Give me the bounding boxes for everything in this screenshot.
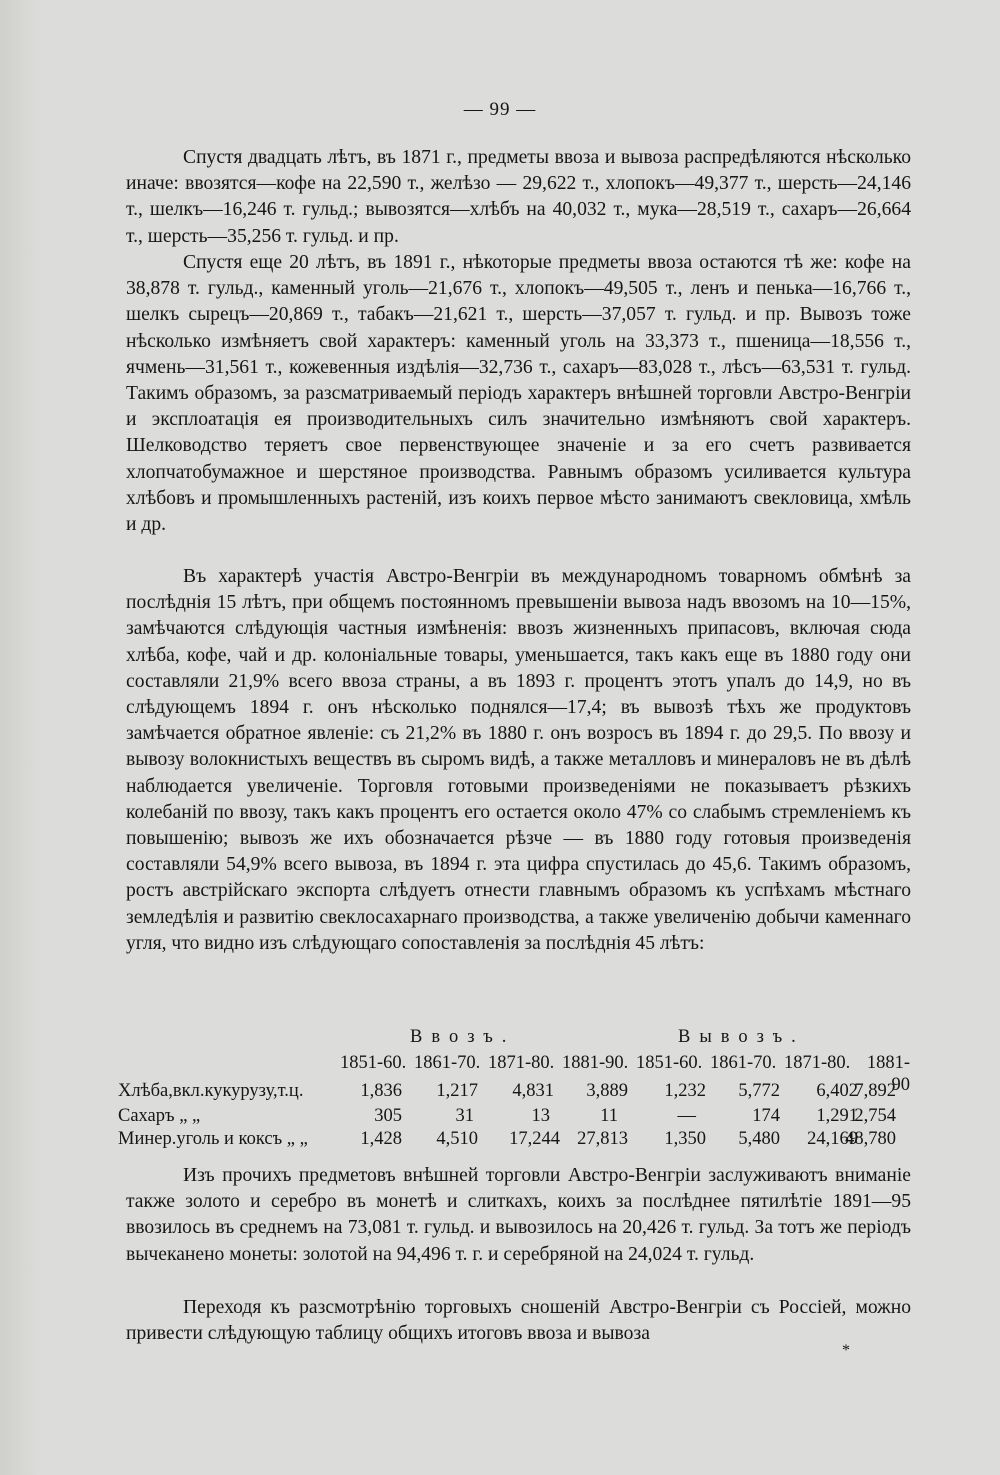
year-col-1: 1851-60. (340, 1053, 407, 1073)
year-col-4: 1881-90. (562, 1053, 629, 1073)
paragraph-1: Спустя двадцать лѣтъ, въ 1871 г., предметы ввоза и вывоза распредѣляются нѣсколько иначе: ввозятся—кофе на 22,590 т., желѣзо — 29,622 т., хлопокъ—49,377 т., шерсть—24,146 т., шелкъ—16,246 т. гульд.; вывозятся—хлѣбъ на 40,032 т., мука—28,519 т., сахаръ—26,664 т., шерсть—35,256 т. гульд. и пр. (126, 147, 911, 247)
table-cell: 48,780 (845, 1129, 896, 1149)
table-cell: 4,510 (436, 1129, 478, 1149)
year-col-2: 1861-70. (414, 1053, 481, 1073)
table-cell: 6,402 (816, 1081, 858, 1101)
footnote-mark: * (842, 1342, 850, 1359)
table-cell: 5,480 (738, 1129, 780, 1149)
paragraph-5: Переходя къ разсмотрѣнію торговыхъ сношеній Австро-Венгріи съ Россіей, можно привести слѣдующую таблицу общихъ итоговъ ввоза и вывоза (126, 1297, 911, 1345)
table-cell: 3,889 (586, 1081, 628, 1101)
table-cell: 31 (455, 1106, 474, 1126)
paragraph-4: Изъ прочихъ предметовъ внѣшней торговли Австро-Венгріи заслуживаютъ вниманіе также золото и серебро въ монетѣ и слиткахъ, коихъ за послѣднее пятилѣтіе 1891—95 ввозилось въ среднемъ на 73,081 т. гульд. и вывозилось на 20,426 т. гульд. За тотъ же періодъ вычеканено монеты: золотой на 94,496 т. г. и серебряной на 24,024 т. гульд. (126, 1165, 911, 1265)
table-cell: 174 (752, 1106, 780, 1126)
table-cell: 5,772 (738, 1081, 780, 1101)
row-label: Минер.уголь и коксъ „ „ (118, 1129, 308, 1149)
year-col-8: 1881-90 (866, 1053, 910, 1095)
paragraph-2: Спустя еще 20 лѣтъ, въ 1891 г., нѣкоторые предметы ввоза остаются тѣ же: кофе на 38,878 т. гульд., каменный уголь—21,676 т., хлопокъ—49,505 т., ленъ и пенька—16,766 т., шелкъ сырецъ—20,869 т., табакъ—21,621 т., шерсть—37,057 т. гульд. и пр. Вывозъ тоже нѣсколько измѣняетъ свой характеръ: каменный уголь на 33,373 т., пшеница—18,556 т., ячмень—31,561 т., кожевенныя издѣлія—32,736 т., сахаръ—83,028 т., лѣсъ—63,531 т. гульд. Такимъ образомъ, за разсматриваемый періодъ характеръ внѣшней торговли Австро-Венгріи и эксплоатація ея производительныхъ силъ значительно измѣняютъ свой характеръ. Шелководство теряетъ свое первенствующее значеніе и за его счетъ развивается хлопчатобумажное и шерстяное производства. Равнымъ образомъ усиливается культура хлѣбовъ и промышленныхъ растеній, изъ коихъ первое мѣсто занимаютъ свекловица, хмѣль и др. (126, 252, 911, 536)
year-col-7: 1871-80. (784, 1053, 851, 1073)
table-cell: 1,836 (360, 1081, 402, 1101)
table-cell: 4,831 (512, 1081, 554, 1101)
table-cell: 1,232 (664, 1081, 706, 1101)
scan-edge-shadow (0, 0, 40, 1475)
table-cell: 7,892 (854, 1081, 896, 1101)
table-cell: 11 (600, 1106, 618, 1126)
table-cell: 13 (531, 1106, 550, 1126)
table-cell: 27,813 (577, 1129, 628, 1149)
table-cell: 24,169 (807, 1129, 858, 1149)
table-row-grain (118, 1080, 918, 1102)
table-row-coal (118, 1128, 918, 1150)
table-row-sugar (118, 1105, 918, 1127)
export-header: Вывозъ. (678, 1027, 805, 1047)
table-cell: 1,428 (360, 1129, 402, 1149)
table-cell: — (677, 1106, 696, 1126)
import-header: Ввозъ. (410, 1027, 516, 1047)
table-cell: 17,244 (509, 1129, 560, 1149)
year-col-6: 1861-70. (710, 1053, 777, 1073)
page-number: — 99 — (463, 99, 537, 120)
table-cell: 2,754 (854, 1106, 896, 1126)
table-cell: 305 (374, 1106, 402, 1126)
year-col-5: 1851-60. (636, 1053, 703, 1073)
table-cell: 1,291 (816, 1106, 858, 1126)
paragraph-3: Въ характерѣ участія Австро-Венгріи въ международномъ товарномъ обмѣнѣ за послѣднія 15 лѣтъ, при общемъ постоянномъ превышеніи вывоза надъ ввозомъ на 10—15%, замѣчаются слѣдующія частныя измѣненія: ввозъ жизненныхъ припасовъ, включая сюда хлѣба, кофе, чай и др. колоніальные товары, уменьшается, такъ какъ еще въ 1880 году они составляли 21,9% всего ввоза страны, а въ 1893 г. процентъ этотъ упалъ до 14,9, но въ слѣдующемъ 1894 г. онъ нѣсколько поднялся—17,4; въ вывозѣ тѣхъ же продуктовъ замѣчается обратное явленіе: съ 21,2% въ 1880 г. онъ возросъ въ 1894 г. до 29,5. По ввозу и вывозу волокнистыхъ веществъ въ сыромъ видѣ, а также металловъ и минераловъ не въ дѣлѣ наблюдается увеличеніе. Торговля готовыми произведеніями не показываетъ рѣзкихъ колебаній по ввозу, такъ какъ процентъ его остается около 47% со слабымъ стремленіемъ къ повышенію; вывозъ же ихъ обозначается рѣзче — въ 1880 году готовыя произведенія составляли 54,9% всего вывоза, въ 1894 г. эта цифра спустилась до 45,6. Такимъ образомъ, ростъ австрійскаго экспорта слѣдуетъ отнести главнымъ образомъ къ успѣхамъ мѣстнаго земледѣлія и развитію свеклосахарнаго производства, а также увеличенію добычи каменнаго угля, что видно изъ слѣдующаго сопоставленія за послѣднія 45 лѣтъ: (126, 566, 911, 954)
table-cell: 1,217 (436, 1081, 478, 1101)
table-cell: 1,350 (664, 1129, 706, 1149)
row-label: Сахаръ „ „ (118, 1106, 201, 1126)
year-col-3: 1871-80. (488, 1053, 555, 1073)
row-label: Хлѣба,вкл.кукурузу,т.ц. (118, 1081, 304, 1101)
